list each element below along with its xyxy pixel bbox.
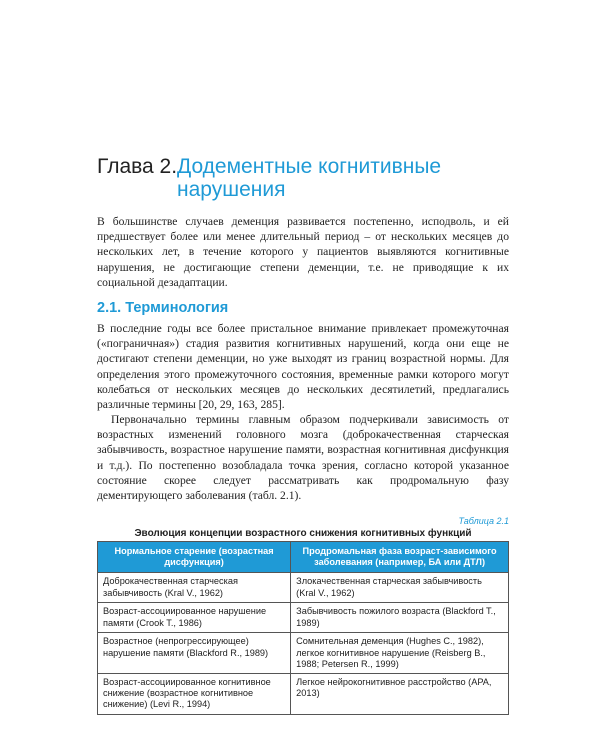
table-row — [98, 603, 509, 633]
table-cell: Возраст-ассоциированное когнитивное снижение (возрастное когнитивное снижение) (Levi R., 1994) — [98, 674, 291, 715]
table-row — [98, 633, 509, 674]
intro-paragraph: В большинстве случаев деменция развивается постепенно, исподволь, и ей предшествует более или менее длительный период – от нескольких месяцев до нескольких лет, в течение которого у пациентов выявляются когнитивные нарушения, не достигающие степени деменции, т.е. не приводящие к их социальной дезадаптации. — [97, 215, 509, 289]
terminology-paragraph-2: Первоначально термины главным образом подчеркивали зависимость от возрастных изменений головного мозга (доброкачественная старческая забывчивость, возрастное нарушение памяти, возрастная когнитивная дисфункция и т.д.). По постепенно возобладала точка зрения, согласно которой указанное состояние скорее следует рассматривать как продромальную фазу дементирующего заболевания (табл. 2.1). — [97, 413, 509, 503]
chapter-title: Додементные когнитивные нарушения — [177, 155, 442, 201]
table-cell: Доброкачественная старческая забывчивость (Kral V., 1962) — [98, 573, 291, 603]
table-cell: Злокачественная старческая забывчивость (Kral V., 1962) — [291, 573, 509, 603]
table-cell: Сомнительная деменция (Hughes C., 1982), легкое когнитивное нарушение (Reisberg B., 1988; Petersen R., 1999) — [291, 633, 509, 674]
table-header-row — [98, 542, 509, 573]
table-label: Таблица 2.1 — [458, 516, 509, 526]
table-row — [98, 573, 509, 603]
evolution-table — [97, 541, 509, 715]
table-cell: Возраст-ассоциированное нарушение памяти (Crook T., 1986) — [98, 603, 291, 633]
table-title: Эволюция концепции возрастного снижения когнитивных функций — [134, 528, 472, 539]
table-row — [98, 674, 509, 715]
terminology-paragraph-1: В последние годы все более пристальное внимание привлекает промежуточная («пограничная») стадия развития когнитивных нарушений, когда они еще не достигают степени деменции, но уже выходят из границ возрастной нормы. Для определения этого промежуточного состояния, временные рамки которого могут колебаться от нескольких месяцев до нескольких десятилетий, предлагались различные термины [20, 29, 163, 285]. — [97, 322, 509, 412]
section-heading: 2.1. Терминология — [97, 300, 229, 316]
table-cell: Возрастное (непрогрессирующее) нарушение памяти (Blackford R., 1989) — [98, 633, 291, 674]
chapter-number: Глава 2. — [97, 155, 178, 178]
table-cell: Забывчивость пожилого возраста (Blackford T., 1989) — [291, 603, 509, 633]
table-cell: Легкое нейрокогнитивное расстройство (APA, 2013) — [291, 674, 509, 715]
table-header-cell: Продромальная фаза возраст-зависимого заболевания (например, БА или ДТЛ) — [291, 542, 509, 573]
table-header-cell: Нормальное старение (возрастная дисфункция) — [98, 542, 291, 573]
